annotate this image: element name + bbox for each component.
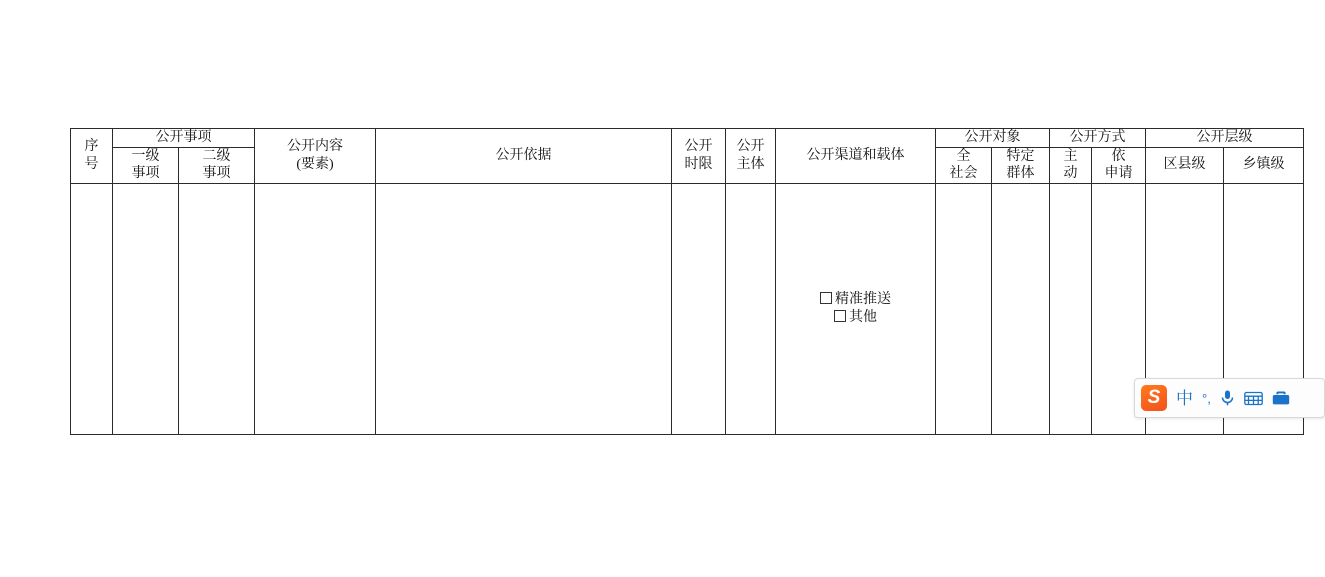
cell-matters-level2[interactable] <box>179 183 255 434</box>
header-method-active: 主 动 <box>1050 147 1092 183</box>
header-level-town: 乡镇级 <box>1224 147 1304 183</box>
punctuation-icon[interactable]: °, <box>1202 390 1211 406</box>
checkbox-icon[interactable] <box>834 310 846 322</box>
cell-basis[interactable] <box>376 183 672 434</box>
channel-option-other[interactable]: 其他 <box>776 309 935 327</box>
header-channel: 公开渠道和载体 <box>776 129 936 184</box>
channel-option-precise-push[interactable]: 精准推送 <box>776 291 935 309</box>
header-audience-group: 公开对象 <box>936 129 1050 148</box>
cell-method-active[interactable] <box>1050 183 1092 434</box>
cell-content[interactable] <box>255 183 376 434</box>
header-matters-group: 公开事项 <box>113 129 255 148</box>
header-audience-specific: 特定 群体 <box>992 147 1050 183</box>
cell-audience-specific[interactable] <box>992 183 1050 434</box>
sogou-logo-icon[interactable]: S <box>1141 385 1167 411</box>
cell-audience-all[interactable] <box>936 183 992 434</box>
header-content: 公开内容 (要素) <box>255 129 376 184</box>
cell-deadline[interactable] <box>672 183 726 434</box>
cell-matters-level1[interactable] <box>113 183 179 434</box>
table-row <box>71 183 1304 434</box>
chinese-mode-icon[interactable]: 中 <box>1176 388 1193 408</box>
cell-subject[interactable] <box>726 183 776 434</box>
disclosure-table <box>70 128 1304 435</box>
header-audience-all: 全 社会 <box>936 147 992 183</box>
table-header-row-1 <box>71 129 1304 148</box>
cell-channel[interactable] <box>776 183 936 434</box>
header-matters-level1: 一级 事项 <box>113 147 179 183</box>
public-disclosure-form <box>70 128 1296 435</box>
sogou-ime-toolbar[interactable] <box>1134 378 1325 418</box>
keyboard-icon[interactable] <box>1244 391 1263 406</box>
header-matters-level2: 二级 事项 <box>179 147 255 183</box>
header-subject: 公开 主体 <box>726 129 776 184</box>
cell-seq[interactable] <box>71 183 113 434</box>
toolbox-icon[interactable] <box>1272 390 1290 406</box>
checkbox-icon[interactable] <box>820 292 832 304</box>
microphone-icon[interactable] <box>1220 389 1235 407</box>
header-method-group: 公开方式 <box>1050 129 1146 148</box>
header-level-district: 区县级 <box>1146 147 1224 183</box>
header-deadline: 公开 时限 <box>672 129 726 184</box>
header-level-group: 公开层级 <box>1146 129 1304 148</box>
header-basis: 公开依据 <box>376 129 672 184</box>
header-method-request: 依 申请 <box>1092 147 1146 183</box>
header-seq: 序 号 <box>71 129 113 184</box>
